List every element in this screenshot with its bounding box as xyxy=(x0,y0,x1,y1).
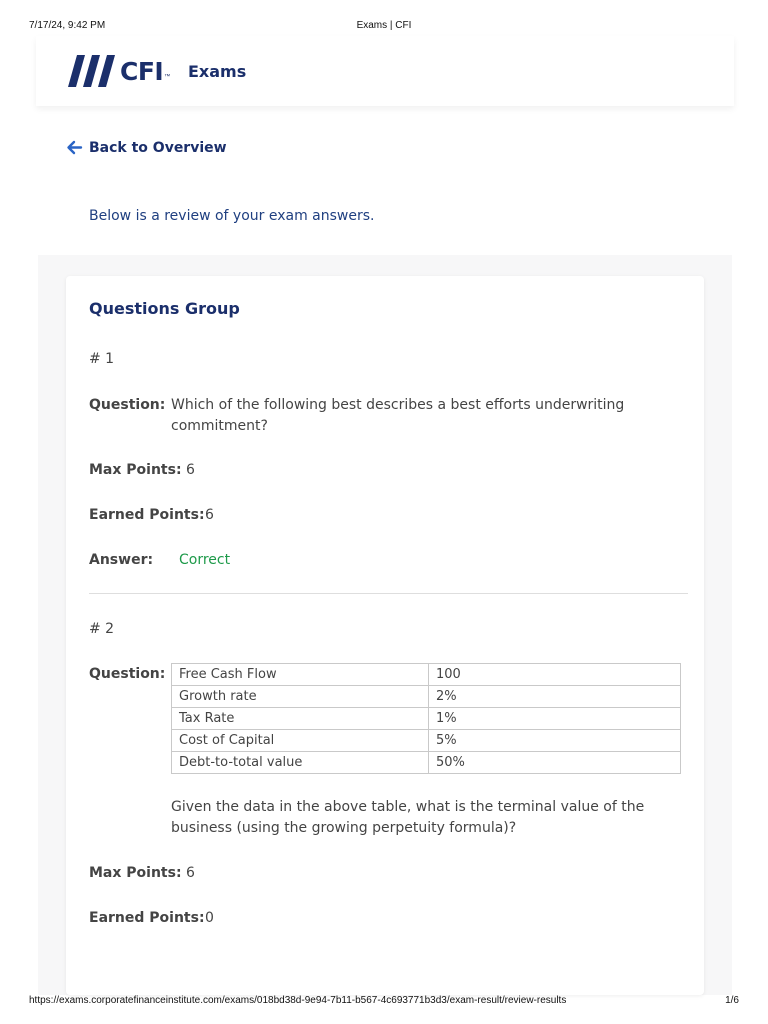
question-text: Which of the following best describes a best efforts underwriting commitment? xyxy=(171,397,625,434)
logo-trademark: ™ xyxy=(164,74,171,80)
table-row xyxy=(172,664,681,686)
earned-points-value: 0 xyxy=(205,910,214,926)
table-cell-label: Debt-to-total value xyxy=(172,752,429,774)
cfi-logo[interactable] xyxy=(66,54,170,88)
back-to-overview-link[interactable] xyxy=(66,139,227,156)
earned-points-value: 6 xyxy=(205,507,214,523)
table-cell-value: 50% xyxy=(429,752,681,774)
max-points-label: Max Points: xyxy=(89,865,182,881)
arrow-left-icon xyxy=(66,139,83,156)
table-cell-value: 100 xyxy=(429,664,681,686)
table-cell-label: Cost of Capital xyxy=(172,730,429,752)
top-bar xyxy=(36,36,734,106)
print-page-number: 1/6 xyxy=(725,995,739,1006)
table-cell-value: 2% xyxy=(429,686,681,708)
question-label: Question: xyxy=(89,666,166,682)
logo-text: CFI xyxy=(120,56,164,86)
print-url: https://exams.corporatefinanceinstitute.com/exams/018bd38d-9e94-7b11-b567-4c693771b3d3/exam-result/review-results xyxy=(29,995,567,1006)
table-row xyxy=(172,708,681,730)
earned-points-label: Earned Points: xyxy=(89,910,205,926)
print-datetime: 7/17/24, 9:42 PM xyxy=(29,20,106,31)
max-points-value: 6 xyxy=(186,865,195,881)
answer-label: Answer: xyxy=(89,552,154,568)
question-number: # 2 xyxy=(89,621,115,637)
question-data-table xyxy=(171,663,681,774)
question-text: Given the data in the above table, what is the terminal value of the business (using the growing perpetuity formula)? xyxy=(171,799,645,836)
intro-text: Below is a review of your exam answers. xyxy=(89,208,375,224)
table-cell-label: Free Cash Flow xyxy=(172,664,429,686)
question-number: # 1 xyxy=(89,351,115,367)
group-title: Questions Group xyxy=(89,299,240,318)
back-link-label: Back to Overview xyxy=(89,139,227,156)
table-row xyxy=(172,752,681,774)
cfi-logo-mark-icon xyxy=(66,54,118,88)
table-cell-value: 5% xyxy=(429,730,681,752)
question-label: Question: xyxy=(89,397,166,413)
table-cell-value: 1% xyxy=(429,708,681,730)
question-divider xyxy=(89,593,688,594)
max-points-value: 6 xyxy=(186,462,195,478)
table-cell-label: Tax Rate xyxy=(172,708,429,730)
table-row xyxy=(172,686,681,708)
max-points-label: Max Points: xyxy=(89,462,182,478)
print-page-title: Exams | CFI xyxy=(356,20,412,31)
answer-status: Correct xyxy=(179,552,231,568)
questions-card xyxy=(66,276,704,995)
app-title: Exams xyxy=(188,62,247,81)
earned-points-label: Earned Points: xyxy=(89,507,205,523)
table-row xyxy=(172,730,681,752)
table-cell-label: Growth rate xyxy=(172,686,429,708)
